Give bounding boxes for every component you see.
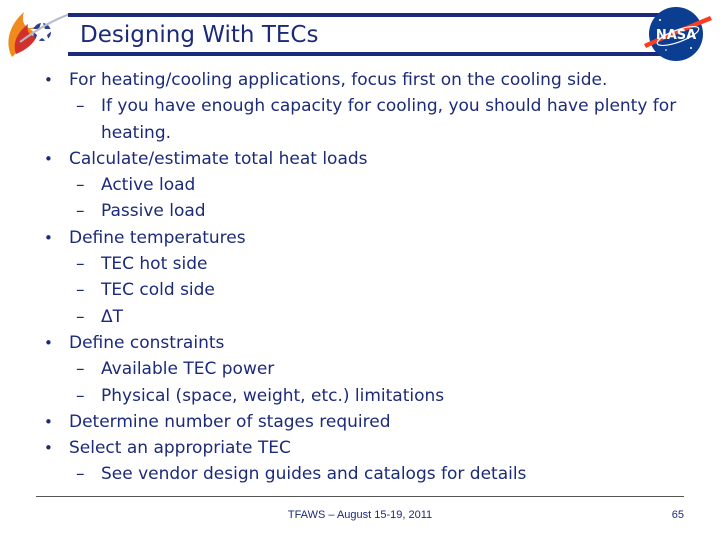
sub-list-item-text: TEC cold side [101,280,215,301]
title-rule-top [68,13,678,17]
nasa-logo-text: NASA [655,28,697,43]
slide-title: Designing With TECs [80,22,319,48]
dash-marker: – [76,280,85,301]
list-item [44,225,694,251]
dash-marker: – [76,464,85,485]
dash-marker: – [76,306,85,327]
list-item [44,435,694,461]
page-number: 65 [671,509,684,521]
list-item [44,146,694,172]
bullet-marker: • [44,333,53,352]
sub-list-item-text: Available TEC power [101,359,275,380]
sub-list-item [44,383,694,409]
dash-marker: – [76,385,85,406]
dash-marker: – [76,96,85,117]
list-item-text: Define constraints [69,332,225,353]
sub-list-item-text: Active load [101,175,196,196]
sub-list-item-text: See vendor design guides and catalogs for details [101,464,527,485]
dash-marker: – [76,359,85,380]
sub-list-item-text: heating. [101,122,172,143]
sub-list-item-text: If you have enough capacity for cooling, you should have plenty for [101,96,677,117]
sub-list-item-text: Passive load [101,201,206,222]
bullet-list [44,67,694,488]
bullet-marker: • [44,228,53,247]
list-item [44,409,694,435]
list-item-text: For heating/cooling applications, focus first on the cooling side. [69,70,608,90]
list-item [44,67,694,93]
sub-list-item [44,304,694,330]
dash-marker: – [76,201,85,222]
bullet-marker: • [44,412,53,431]
list-item-text: Select an appropriate TEC [69,438,291,459]
list-item-text: Define temperatures [69,227,246,248]
sub-list-item [44,356,694,382]
footer-divider [36,496,684,497]
dash-marker: – [76,254,85,275]
sub-list-item [44,251,694,277]
dash-marker: – [76,175,85,196]
sub-list-item [44,198,694,224]
bullet-marker: • [44,439,53,458]
sub-list-item [44,277,694,303]
bullet-marker: • [44,71,53,89]
title-rule-bottom [68,52,678,56]
sub-list-item [44,93,694,119]
list-item-text: Calculate/estimate total heat loads [69,148,368,169]
sub-list-item-continuation [44,120,694,146]
list-item [44,330,694,356]
sub-list-item [44,461,694,487]
sub-list-item-text: Physical (space, weight, etc.) limitations [101,385,445,406]
bullet-marker: • [44,149,53,168]
sub-list-item [44,172,694,198]
footer-conference: TFAWS – August 15-19, 2011 [287,509,433,521]
sub-list-item-text: ΔT [101,306,124,327]
nasa-logo [636,4,716,64]
tfaws-logo [2,2,72,62]
list-item-text: Determine number of stages required [69,411,391,432]
sub-list-item-text: TEC hot side [101,254,208,275]
